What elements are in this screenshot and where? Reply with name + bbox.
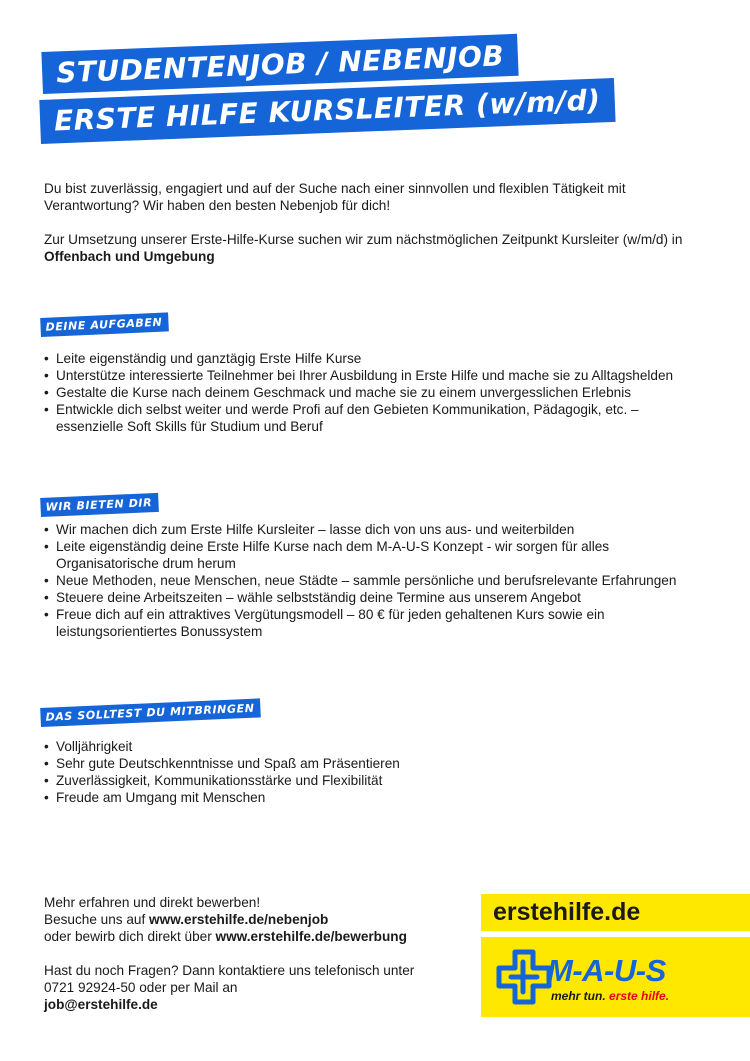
aufgaben-list — [44, 350, 704, 435]
contact-lines: Mehr erfahren und direkt bewerben! Besuche uns auf www.erstehilfe.de/nebenjob oder bewirb dich direkt über www.erstehilfe.de/bewerbung — [44, 895, 407, 944]
list-item: • Volljährigkeit — [44, 738, 704, 755]
contact-intro: Mehr erfahren und direkt bewerben! — [44, 895, 261, 910]
intro-paragraph-1: Du bist zuverlässig, engagiert und auf der Suche nach einer sinnvollen und flexiblen Tätigkeit mit Verantwortung? Wir haben den besten Nebenjob für dich! — [44, 181, 626, 213]
first-aid-cross-icon — [495, 948, 553, 1006]
maus-wordmark: M-A-U-S — [547, 953, 666, 988]
brand-tagline: mehr tun. erste hilfe. — [551, 989, 670, 1003]
intro-paragraph-2: Zur Umsetzung unserer Erste-Hilfe-Kurse suchen wir zum nächstmöglichen Zeitpunkt Kursleiter (w/m/d) in Offenbach und Umgebung — [44, 232, 683, 264]
section-heading-mitbringen: DAS SOLLTEST DU MITBRINGEN — [40, 698, 261, 727]
bieten-list — [44, 521, 704, 640]
list-item: • Steuere deine Arbeitszeiten – wähle selbstständig deine Termine aus unserem Angebot — [44, 589, 704, 606]
list-item: • Gestalte die Kurse nach deinem Geschmack und mache sie zu einem unvergesslichen Erlebnis — [44, 384, 704, 401]
list-item: • Leite eigenständig und ganztägig Erste Hilfe Kurse — [44, 350, 704, 367]
headline-line-2: ERSTE HILFE KURSLEITER (w/m/d) — [39, 78, 615, 144]
bewerbung-link[interactable]: www.erstehilfe.de/bewerbung — [215, 929, 407, 944]
contact-block — [44, 894, 474, 1030]
list-item: • Entwickle dich selbst weiter und werde Profi auf den Gebieten Kommunikation, Pädagogik, etc. – essenzielle Soft Skills für Studium und Beruf — [44, 401, 704, 435]
list-item: • Wir machen dich zum Erste Hilfe Kursleiter – lasse dich von uns aus- und weiterbilden — [44, 521, 704, 538]
list-item: • Freue dich auf ein attraktives Vergütungsmodell – 80 € für jeden gehaltenen Kurs sowie ein leistungsorientiertes Bonussystem — [44, 606, 704, 640]
list-item: • Freude am Umgang mit Menschen — [44, 789, 704, 806]
list-item: • Sehr gute Deutschkenntnisse und Spaß am Präsentieren — [44, 755, 704, 772]
list-item: • Leite eigenständig deine Erste Hilfe Kurse nach dem M-A-U-S Konzept - wir sorgen für alles Organisatorische drum herum — [44, 538, 704, 572]
list-item: • Zuverlässigkeit, Kommunikationsstärke und Flexibilität — [44, 772, 704, 789]
list-item: • Neue Methoden, neue Menschen, neue Städte – sammle persönliche und berufsrelevante Erfahrungen — [44, 572, 704, 589]
email-link[interactable]: job@erstehilfe.de — [44, 997, 158, 1012]
nebenjob-link[interactable]: www.erstehilfe.de/nebenjob — [149, 912, 329, 927]
maus-logo — [481, 937, 750, 1017]
website-label: erstehilfe.de — [481, 894, 750, 931]
location-highlight: Offenbach und Umgebung — [44, 249, 215, 264]
contact-questions: Hast du noch Fragen? Dann kontaktiere uns telefonisch unter 0721 92924-50 oder per Mail an job@erstehilfe.de — [44, 963, 415, 1012]
section-heading-bieten: WIR BIETEN DIR — [40, 493, 158, 517]
list-item: • Unterstütze interessierte Teilnehmer bei Ihrer Ausbildung in Erste Hilfe und mache sie zu Alltagshelden — [44, 367, 704, 384]
section-heading-aufgaben: DEINE AUFGABEN — [40, 312, 169, 337]
headline-line-1: STUDENTENJOB / NEBENJOB — [41, 34, 519, 94]
intro-text — [44, 180, 704, 282]
mitbringen-list — [44, 738, 704, 806]
